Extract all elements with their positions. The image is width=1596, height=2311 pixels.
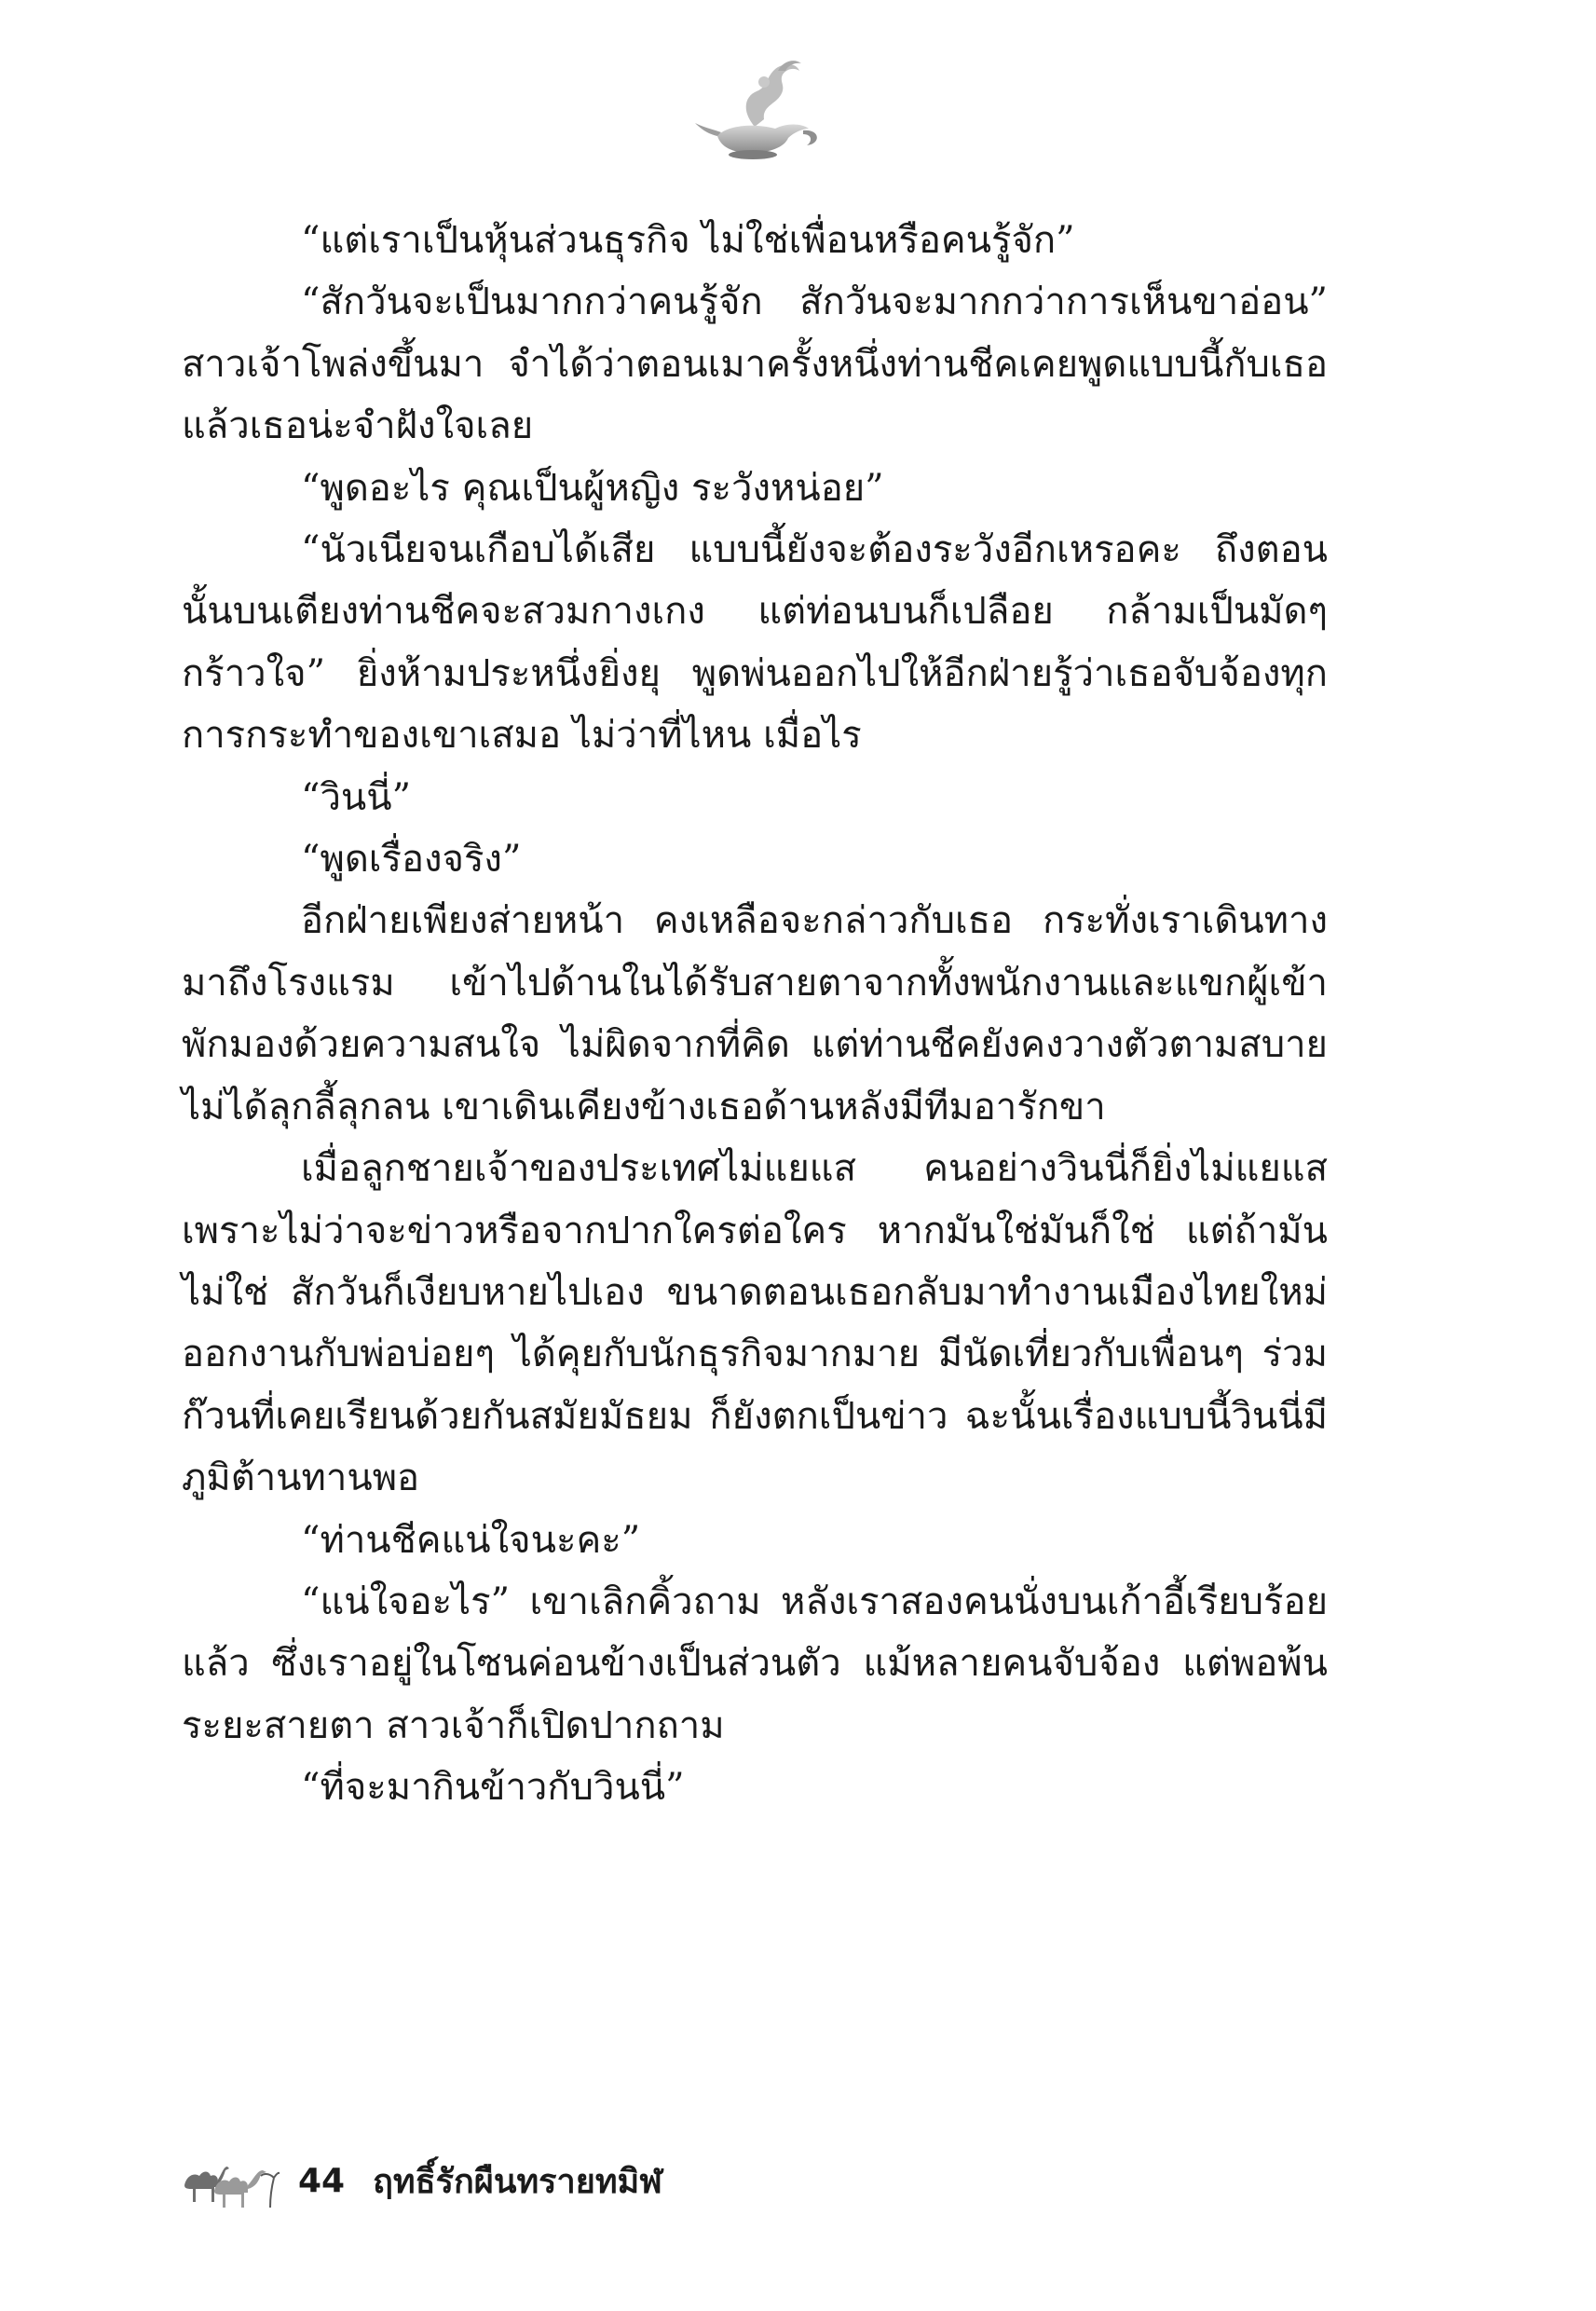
paragraph: “ที่จะมากินข้าวกับวินนี่” — [301, 1766, 685, 1810]
body-text — [182, 210, 1328, 1819]
paragraph: “แต่เราเป็นหุ้นส่วนธุรกิจ ไม่ใช่เพื่อนหรือคนรู้จัก” — [301, 219, 1075, 262]
paragraph: อีกฝ่ายเพียงส่ายหน้า คงเหลือจะกล่าวกับเธอ กระทั่งเราเดินทางมาถึงโรงแรม เข้าไปด้านในได้รับสายตาจากทั้งพนักงานและแขกผู้เข้าพักมองด้วยความสนใจ ไม่ผิดจากที่คิด แต่ท่านชีคยังคงวางตัวตามสบาย ไม่ได้ลุกลี้ลุกลน เขาเดินเคียงข้างเธอด้านหลังมีทีมอารักขา — [182, 899, 1328, 1128]
paragraph: “นัวเนียจนเกือบได้เสีย แบบนี้ยังจะต้องระวังอีกเหรอคะ ถึงตอนนั้นบนเตียงท่านชีคจะสวมกางเกง แต่ท่อนบนก็เปลือย กล้ามเป็นมัดๆ กร้าวใจ” ยิ่งห้ามประหนึ่งยิ่งยุ พูดพ่นออกไปให้อีกฝ่ายรู้ว่าเธอจับจ้องทุกการกระทำของเขาเสมอ ไม่ว่าที่ไหน เมื่อไร — [182, 528, 1328, 758]
page-number: 44 — [298, 2161, 346, 2200]
paragraph: “แน่ใจอะไร” เขาเลิกคิ้วถาม หลังเราสองคนนั่งบนเก้าอี้เรียบร้อยแล้ว ซึ่งเราอยู่ในโซนค่อนข้างเป็นส่วนตัว แม้หลายคนจับจ้อง แต่พอพ้นระยะสายตา สาวเจ้าก็เปิดปากถาม — [182, 1579, 1328, 1747]
book-title: ฤทธิ์รักผืนทรายทมิฬ — [373, 2162, 662, 2201]
paragraph: “วินนี่” — [301, 775, 412, 819]
paragraph: “สักวันจะเป็นมากกว่าคนรู้จัก สักวันจะมากกว่าการเห็นขาอ่อน” สาวเจ้าโพล่งขึ้นมา จำได้ว่าตอนเมาครั้งหนึ่งท่านชีคเคยพูดแบบนี้กับเธอ แล้วเธอน่ะจำฝังใจเลย — [182, 280, 1328, 448]
paragraph: “พูดอะไร คุณเป็นผู้หญิง ระวังหน่อย” — [301, 466, 884, 510]
page-footer — [177, 2143, 1016, 2218]
genie-lamp-icon — [689, 54, 829, 166]
paragraph: “พูดเรื่องจริง” — [301, 838, 522, 882]
paragraph: “ท่านชีคแน่ใจนะคะ” — [301, 1518, 641, 1562]
camel-caravan-icon — [177, 2148, 280, 2213]
paragraph: เมื่อลูกชายเจ้าของประเทศไม่แยแส คนอย่างวินนี่ก็ยิ่งไม่แยแส เพราะไม่ว่าจะข่าวหรือจากปากใครต่อใคร หากมันใช่มันก็ใช่ แต่ถ้ามันไม่ใช่ สักวันก็เงียบหายไปเอง ขนาดตอนเธอกลับมาทำงานเมืองไทยใหม่ ออกงานกับพ่อบ่อยๆ ได้คุยกับนักธุรกิจมากมาย มีนัดเที่ยวกับเพื่อนๆ ร่วมก๊วนที่เคยเรียนด้วยกันสมัยมัธยม ก็ยังตกเป็นข่าว ฉะนั้นเรื่องแบบนี้วินนี่มีภูมิต้านทานพอ — [182, 1147, 1328, 1500]
